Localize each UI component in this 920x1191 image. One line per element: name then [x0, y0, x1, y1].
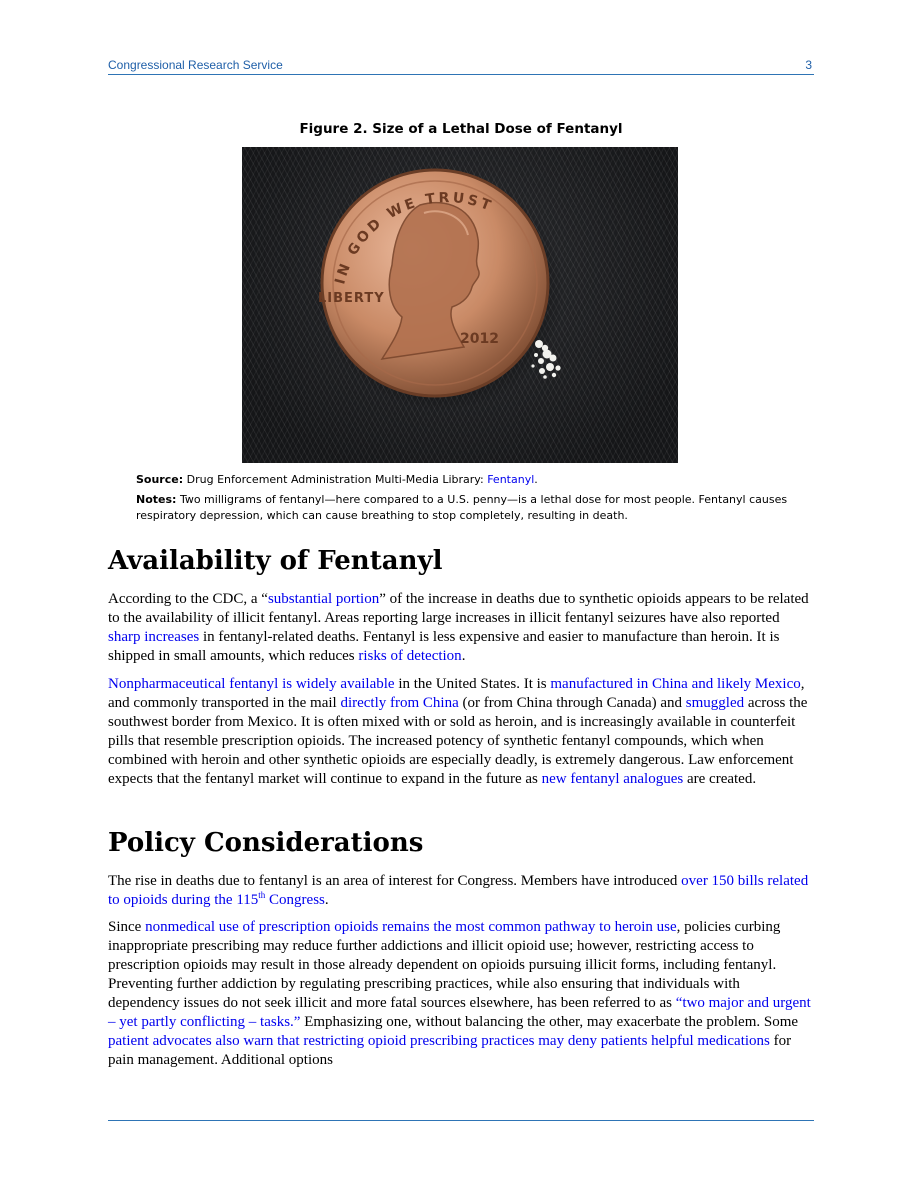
heading-availability: Availability of Fentanyl [108, 546, 443, 576]
policy-paragraph-2 [108, 918, 814, 1070]
coin-liberty: LIBERTY [318, 291, 385, 306]
text-run: , policies curbing inappropriate prescribing may reduce further addictions and illicit opioid use; however, restricting access to prescription opioids may result in those already dependent on opioids pursuing illicit forms, including fentanyl. Preventing further addiction by regulating prescribing practices, while also ensuring that individuals with dependency issues do not seek illicit and more fatal sources elsewhere, has been referred to as [108, 919, 781, 1011]
link-sharp-increases[interactable]: sharp increases [108, 629, 200, 645]
policy-paragraph-1 [108, 872, 814, 910]
text-run: (or from China through Canada) and [458, 695, 686, 711]
link-substantial-portion[interactable]: substantial portion [267, 591, 380, 607]
figure-source [136, 472, 806, 488]
link-text: Congress [265, 892, 325, 908]
source-label: Source: [136, 473, 184, 486]
link-patient-advocates[interactable]: patient advocates also warn that restricting opioid prescribing practices may deny patients helpful medications [108, 1033, 770, 1049]
link-smuggled[interactable]: smuggled [685, 695, 745, 711]
text-run: in the United States. It is [394, 676, 551, 692]
text-run: According to the CDC, a “ [108, 591, 268, 607]
link-risks-of-detection[interactable]: risks of detection [358, 648, 462, 664]
coin-year: 2012 [460, 331, 499, 347]
header-organization: Congressional Research Service [108, 58, 283, 72]
text-run: for pain management. Additional options [108, 1033, 792, 1068]
link-manufactured-china-mexico[interactable]: manufactured in China and likely Mexico [550, 676, 801, 692]
figure-notes [136, 492, 806, 524]
source-link[interactable]: Fentanyl [487, 473, 535, 486]
link-widely-available[interactable]: Nonpharmaceutical fentanyl is widely available [108, 676, 395, 692]
text-run: are created. [683, 771, 757, 787]
text-run: . [324, 892, 329, 908]
superscript: th [258, 890, 266, 900]
link-new-fentanyl-analogues[interactable]: new fentanyl analogues [541, 771, 684, 787]
link-nonmedical-use-pathway[interactable]: nonmedical use of prescription opioids remains the most common pathway to heroin use [145, 919, 677, 935]
text-run: Since [108, 919, 146, 935]
availability-paragraph-1 [108, 590, 814, 666]
text-run: ” of the increase in deaths due to synthetic opioids appears to be related to the availability of illicit fentanyl. Areas reporting large increases in illicit fentanyl seizures have also reported [108, 591, 809, 626]
notes-text: Two milligrams of fentanyl—here compared to a U.S. penny—is a lethal dose for most people. Fentanyl causes respiratory depression, which can cause breathing to stop completely, resulting in death. [136, 493, 788, 522]
notes-label: Notes: [136, 493, 177, 506]
heading-policy: Policy Considerations [108, 828, 424, 858]
source-end: . [534, 473, 538, 486]
penny-photo-illustration [242, 147, 678, 463]
text-run: , and commonly transported in the mail [108, 676, 805, 711]
text-run: across the southwest border from Mexico. It is often mixed with or sold as heroin, and is increasingly available in counterfeit pills that resemble prescription opioids. The increased potency of synthetic fentanyl compounds, which when combined with heroin and other synthetic opioids are especially deadly, is extremely dangerous. Law enforcement expects that the fentanyl market will continue to expand in the future as [108, 695, 808, 787]
text-run: . [461, 648, 466, 664]
source-text: Drug Enforcement Administration Multi-Media Library: [186, 473, 488, 486]
figure-title: Figure 2. Size of a Lethal Dose of Fentanyl [299, 121, 623, 137]
header-page-number: 3 [805, 58, 812, 72]
figure-photo-penny-fentanyl [242, 147, 678, 463]
link-text: over 150 bills related to opioids during the 115 [108, 873, 809, 908]
coin-motto: IN GOD WE TRUST [332, 190, 496, 287]
footer-rule [108, 1120, 814, 1121]
page-header [108, 58, 814, 75]
text-run: Emphasizing one, without balancing the other, may exacerbate the problem. Some [300, 1014, 799, 1030]
text-run: in fentanyl-related deaths. Fentanyl is less expensive and easier to manufacture than heroin. It is shipped in small amounts, which reduces [108, 629, 780, 664]
text-run: The rise in deaths due to fentanyl is an area of interest for Congress. Members have introduced [108, 873, 682, 889]
link-two-major-tasks[interactable]: “two major and urgent – yet partly conflicting – tasks.” [108, 995, 811, 1030]
link-directly-from-china[interactable]: directly from China [340, 695, 459, 711]
availability-paragraph-2 [108, 675, 814, 789]
